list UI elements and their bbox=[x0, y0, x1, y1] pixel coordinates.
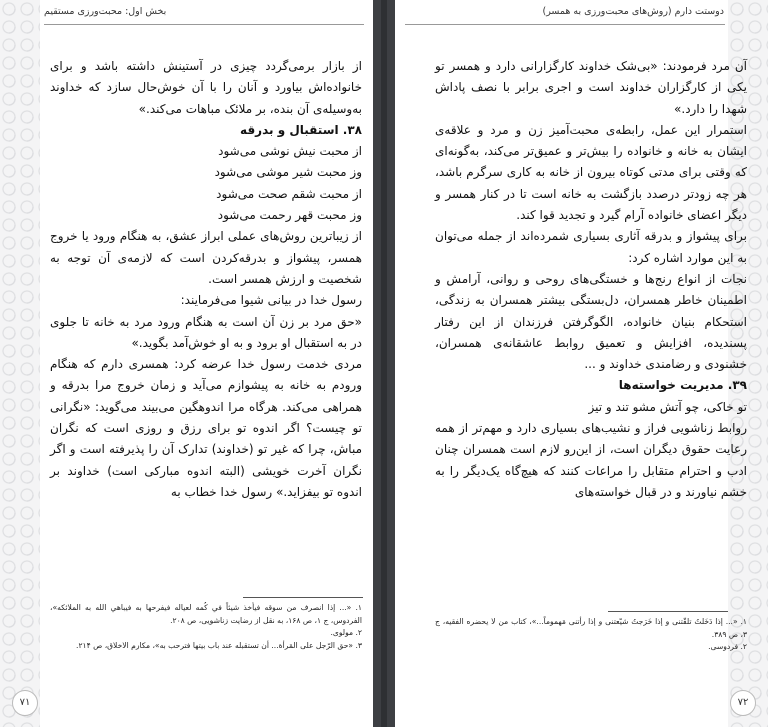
footnote: ۲. مولوی. bbox=[330, 628, 362, 637]
left-margin-pattern bbox=[0, 0, 40, 727]
paragraph: رسول خدا در بیانی شیوا می‌فرمایند: bbox=[180, 293, 362, 308]
right-footnotes bbox=[435, 616, 747, 654]
right-header-rule bbox=[405, 24, 725, 25]
paragraph: آن مرد فرمودند: «بی‌شک خداوند کارگزارانی دارد و همسر تو یکی از کارگزاران خداوند است و اجری برابر با نصف پاداش شهدا را دارد.» bbox=[435, 59, 747, 116]
left-running-header: بخش اول: محبت‌ورزی مستقیم bbox=[44, 6, 167, 17]
paragraph: روابط زناشویی فراز و نشیب‌های بسیاری دارد و مهم‌تر از همه رعایت حقوق دیگران است، از این‌رو لازم است همسران چنان ادب و احترام متقابل را مراعات کنند که هیچ‌گاه یک‌دیگر را به خشم نیاورند و در قبال خواسته‌های bbox=[435, 421, 747, 499]
paragraph: استمرار این عمل، رابطه‌ی محبت‌آمیز زن و مرد و علاقه‌ی ایشان به خانه و خانواده را بیش‌تر و عمیق‌تر می‌کند، به‌گونه‌ای که وقتی برای مدتی کوتاه بیرون از خانه به کاری سرگرم باشد، هر چه زودتر درصدد بازگشت به خانه است تا در کنار همسر و دیگر اعضای خانواده آرام گیرد و تجدید قوا کند. bbox=[435, 122, 747, 223]
footnote: ۱. «... إذا انصرف من سوقه فيأخذ شيئاً في كُمه لعياله فيفرحها به فيباهي الله به الملائكه»، الفردوس، ج ۱، ص ۱۶۸، به نقل از رضایت زناشویی، ص ۲۰۸. bbox=[50, 603, 362, 625]
section-heading: ۳۸. استقبال و بدرقه bbox=[240, 122, 362, 137]
left-footnotes bbox=[50, 602, 362, 652]
paragraph: از زیباترین روش‌های عملی ابراز عشق، به هنگام ورود یا خروج همسر، پیشواز و بدرقه‌کردن است که لازمه‌ی آن توجه به شخصیت و ارزش همسر است. bbox=[50, 229, 362, 286]
verse-line: وز محبت شیر موشی می‌شود bbox=[214, 165, 362, 180]
paragraph: از بازار برمی‌گردد چیزی در آستینش داشته باشد و برای خانواده‌اش بیاورد و آنان را با آن خوش‌حال سازد که خداوند به‌وسیله‌ی آن بنده، بر ملائک مباهات می‌کند.» bbox=[50, 59, 362, 116]
verse-line: از محبت شقم صحت می‌شود bbox=[216, 186, 362, 201]
footnote: ۳. «حق الرّجل علی المَرأة... أن تستقبله عند باب بيتها فترحب به»، مکارم الاخلاق، ص ۲۱۴. bbox=[76, 640, 362, 650]
verse-line: وز محبت قهر رحمت می‌شود bbox=[217, 208, 362, 223]
paragraph: برای پیشواز و بدرقه آثاری بسیاری شمرده‌اند از جمله می‌توان به این موارد اشاره کرد: bbox=[435, 229, 747, 265]
verse-line: تو خاکی، چو آتش مشو تند و تیز bbox=[588, 399, 747, 414]
right-body-text bbox=[435, 56, 747, 503]
paragraph: «حق مرد بر زن آن است به هنگام ورود مرد به خانه تا جلوی در به استقبال او برود و به او خوش‌آمد بگوید.» bbox=[50, 314, 362, 350]
right-running-header: دوستت دارم (روش‌های محبت‌ورزی به همسر) bbox=[542, 6, 724, 17]
footnote: ۲. فردوسی. bbox=[708, 642, 747, 651]
right-page bbox=[395, 0, 768, 727]
book-spine-gutter bbox=[381, 0, 387, 727]
section-heading: ۳۹. مدیریت خواسته‌ها bbox=[618, 378, 747, 393]
right-footnote-rule bbox=[608, 611, 728, 612]
left-footnote-rule bbox=[243, 597, 363, 598]
left-page-number: ۷۱ bbox=[12, 690, 38, 716]
footnote: ۱. «... إذا دَخَلتُ تلقّتنی و إذا خَرَجتُ شيّعتنی و إذا رأتنی مَهموماً...»، کتاب من لا يحضره الفقيه، ج ۳، ص ۳۸۹. bbox=[435, 617, 747, 639]
paragraph: نجات از انواع رنج‌ها و خستگی‌های روحی و روانی، آرامش و اطمینان خاطر همسران، دل‌بستگی بیشتر همسران به زندگی، استحکام بنیان خانواده، الگوگرفتن فرزندان از این رفتار پسندیده، افزایش و تعمیق روابط عاشقانه‌ی همسران، خشنودی و رضامندی خداوند و ... bbox=[435, 271, 747, 372]
book-spine bbox=[373, 0, 395, 727]
left-body-text bbox=[50, 56, 362, 503]
paragraph: مردی خدمت رسول خدا عرضه کرد: همسری دارم که هنگام ورودم به خانه به پیشوازم می‌آید و زمان خروج مرا بدرقه و همراهی می‌کند. هرگاه مرا اندوهگین می‌بیند می‌گوید: «نگرانی تو چیست؟ اگر اندوه تو برای رزق و روزی است که نگران مباش، چرا که غیر تو (خداوند) تدارک آن را پذیرفته است و اگر نگران آخرت خویشی (البته اندوه مبارکی است) خداوند بر اندوه تو بیفزاید.» رسول خدا خطاب به bbox=[50, 357, 362, 499]
left-page bbox=[0, 0, 373, 727]
right-page-number: ۷۲ bbox=[730, 690, 756, 716]
left-header-rule bbox=[44, 24, 364, 25]
verse-line: از محبت نیش نوشی می‌شود bbox=[218, 144, 362, 159]
